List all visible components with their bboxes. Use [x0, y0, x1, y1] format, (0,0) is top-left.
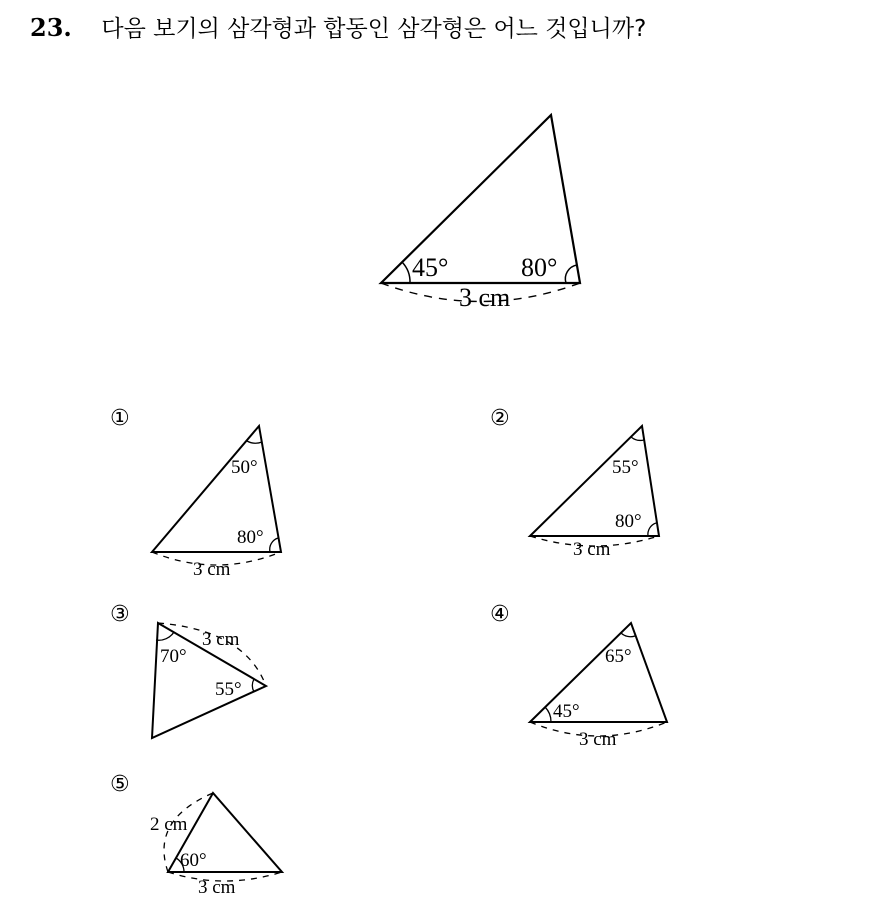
- option-3-right-angle: 55°: [215, 679, 242, 700]
- option-2-base-label: 3 cm: [573, 539, 611, 560]
- question-number: 23.: [30, 13, 72, 42]
- option-5-side-label: 2 cm: [150, 814, 188, 835]
- option-1-marker[interactable]: ①: [110, 406, 130, 431]
- ref-angle-left-label: 45°: [412, 253, 449, 282]
- option-1-right-angle: 80°: [237, 527, 264, 548]
- option-4-left-angle: 45°: [553, 701, 580, 722]
- ref-base-label: 3 cm: [459, 283, 511, 312]
- option-1-base-label: 3 cm: [193, 559, 231, 580]
- option-3-top-angle: 70°: [160, 646, 187, 667]
- option-4-marker[interactable]: ④: [490, 602, 510, 627]
- option-2-top-angle: 55°: [612, 457, 639, 478]
- option-5-left-angle: 60°: [180, 850, 207, 871]
- option-4-base-label: 3 cm: [579, 729, 617, 750]
- option-4-triangle: [530, 623, 667, 736]
- option-1-top-angle: 50°: [231, 457, 258, 478]
- option-2-right-angle: 80°: [615, 511, 642, 532]
- option-4-top-angle: 65°: [605, 646, 632, 667]
- ref-angle-right-label: 80°: [521, 253, 558, 282]
- question-text: 다음 보기의 삼각형과 합동인 삼각형은 어느 것입니까?: [101, 16, 647, 42]
- option-5-marker[interactable]: ⑤: [110, 772, 130, 797]
- option-3-marker[interactable]: ③: [110, 602, 130, 627]
- option-5-base-label: 3 cm: [198, 877, 236, 898]
- option-3-side-label: 3 cm: [202, 629, 240, 650]
- option-2-marker[interactable]: ②: [490, 406, 510, 431]
